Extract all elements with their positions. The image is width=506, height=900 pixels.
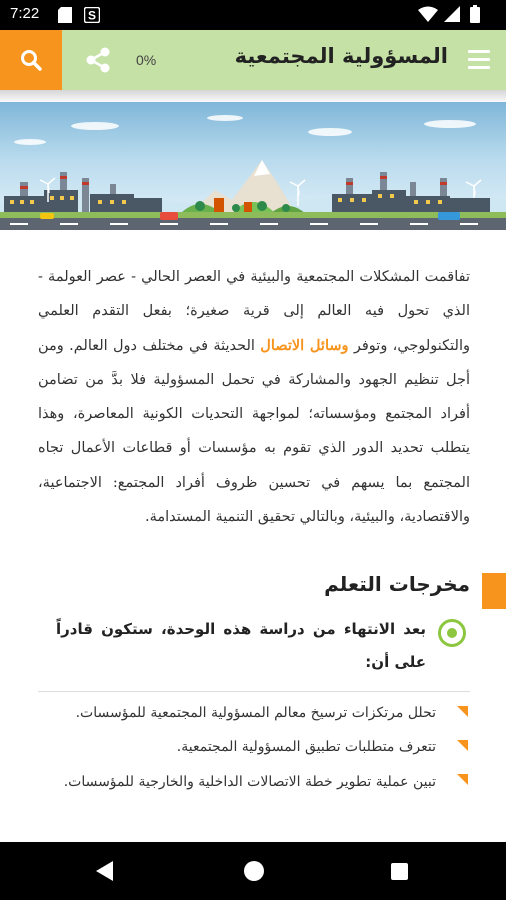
- status-bar: [0, 0, 506, 30]
- goal-statement: بعد الانتهاء من دراسة هذه الوحدة، ستكون قادراً على أن:: [56, 620, 426, 671]
- list-item: تحلل مرتكزات ترسيخ معالم المسؤولية المجتمعية للمؤسسات.: [75, 705, 436, 721]
- share-icon[interactable]: [82, 44, 114, 76]
- app-s-icon: [84, 7, 100, 23]
- bullet-triangle-icon: [457, 774, 468, 785]
- target-icon: [438, 619, 466, 647]
- status-time: 7:22: [10, 5, 40, 22]
- section-title: مخرجات التعلم: [324, 572, 470, 596]
- back-icon[interactable]: [96, 861, 113, 881]
- signal-icon: [444, 6, 460, 22]
- banner-image: [0, 102, 506, 230]
- sd-card-icon: [58, 7, 72, 23]
- section-marker: [482, 573, 506, 609]
- svg-text:S: S: [87, 8, 97, 23]
- reading-progress: 0%: [136, 52, 157, 68]
- learning-outcomes-list: [36, 696, 436, 799]
- lesson-content: [0, 230, 506, 842]
- intro-paragraph: [38, 260, 470, 534]
- intro-text-before: تفاقمت المشكلات المجتمعية والبيئية في العصر الحالي - عصر العولمة - الذي تحول فيه العالم إلى قرية صغيرة؛ بفعل التقدم العلمي والتكنولوجي، وتوفر: [38, 269, 471, 354]
- list-item: تتعرف متطلبات تطبيق المسؤولية المجتمعية.: [176, 739, 436, 756]
- city-skyline-illustration: [0, 102, 506, 230]
- search-icon: [19, 48, 43, 72]
- home-icon[interactable]: [244, 861, 264, 881]
- bullet-triangle-icon: [457, 740, 468, 751]
- search-button[interactable]: [0, 30, 62, 90]
- list-item: تبين عملية تطوير خطة الاتصالات الداخلية والخارجية للمؤسسات.: [63, 773, 436, 790]
- wifi-icon: [418, 6, 438, 22]
- highlighted-term-link[interactable]: وسائل الاتصال: [260, 336, 349, 354]
- menu-icon[interactable]: [468, 50, 490, 70]
- divider: [38, 691, 470, 692]
- recent-apps-icon[interactable]: [391, 863, 408, 880]
- battery-icon: [470, 5, 480, 23]
- app-bar-shadow: [0, 90, 506, 102]
- system-nav-bar: [0, 842, 506, 900]
- intro-text-after: الحديثة في مختلف دول العالم. ومن أجل تنظيم الجهود والمشاركة في تحمل المسؤولية فلا بدَّ من تضامن أفراد المجتمع ومؤسساته؛ لمواجهة التحديات الكونية المعاصرة، وهذا يتطلب تحديد الدور الذي تقوم به مؤسسات أو قطاعات الأعمال تجاه المجتمع بما يسهم في تحسين ظروف أفراد المجتمع: الاجتماعية، والاقتصادية، والبيئية، وبالتالي تحقيق التنمية المستدامة.: [38, 337, 470, 526]
- bullet-triangle-icon: [457, 706, 468, 717]
- app-bar: [0, 30, 506, 90]
- page-title: المسؤولية المجتمعية: [234, 44, 448, 68]
